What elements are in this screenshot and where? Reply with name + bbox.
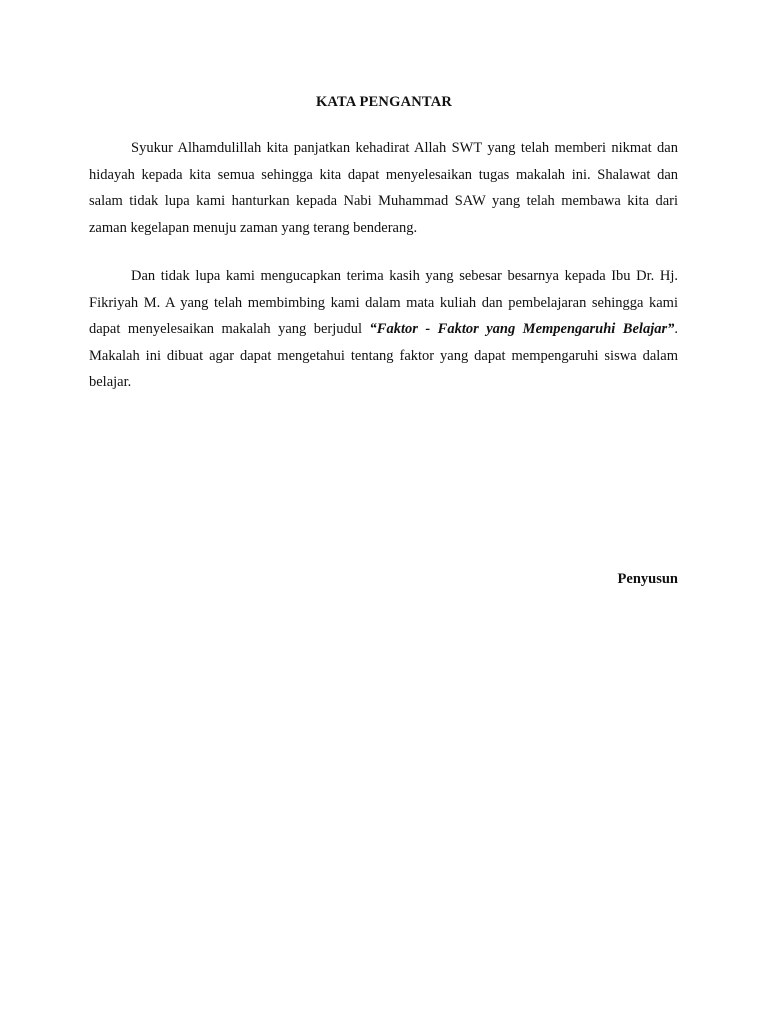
signature-label: Penyusun — [617, 571, 678, 587]
paragraph-1: Syukur Alhamdulillah kita panjatkan kehadirat Allah SWT yang telah memberi nikmat dan hidayah kepada kita semua sehingga kita dapat menyelesaikan tugas makalah ini. Shalawat dan salam tidak lupa kami hanturkan kepada Nabi Muhammad SAW yang telah membawa kita dari zaman kegelapan menuju zaman yang terang benderang. — [89, 140, 678, 236]
paragraph-2-text-after: . Makalah ini dibuat agar dapat mengetahui tentang faktor yang dapat mempengaruhi siswa dalam belajar. — [89, 321, 678, 390]
paragraph-2 — [89, 263, 678, 396]
page-title: KATA PENGANTAR — [315, 94, 453, 110]
paper-title-emphasis: “Faktor - Faktor yang Mempengaruhi Belajar” — [369, 321, 675, 337]
paragraph-2-text-before: Dan tidak lupa kami mengucapkan terima kasih yang sebesar besarnya kepada Ibu Dr. Hj. Fikriyah M. A yang telah membimbing kami dalam mata kuliah dan pembelajaran sehingga kami dapat menyelesaikan makalah yang berjudul — [89, 268, 678, 337]
